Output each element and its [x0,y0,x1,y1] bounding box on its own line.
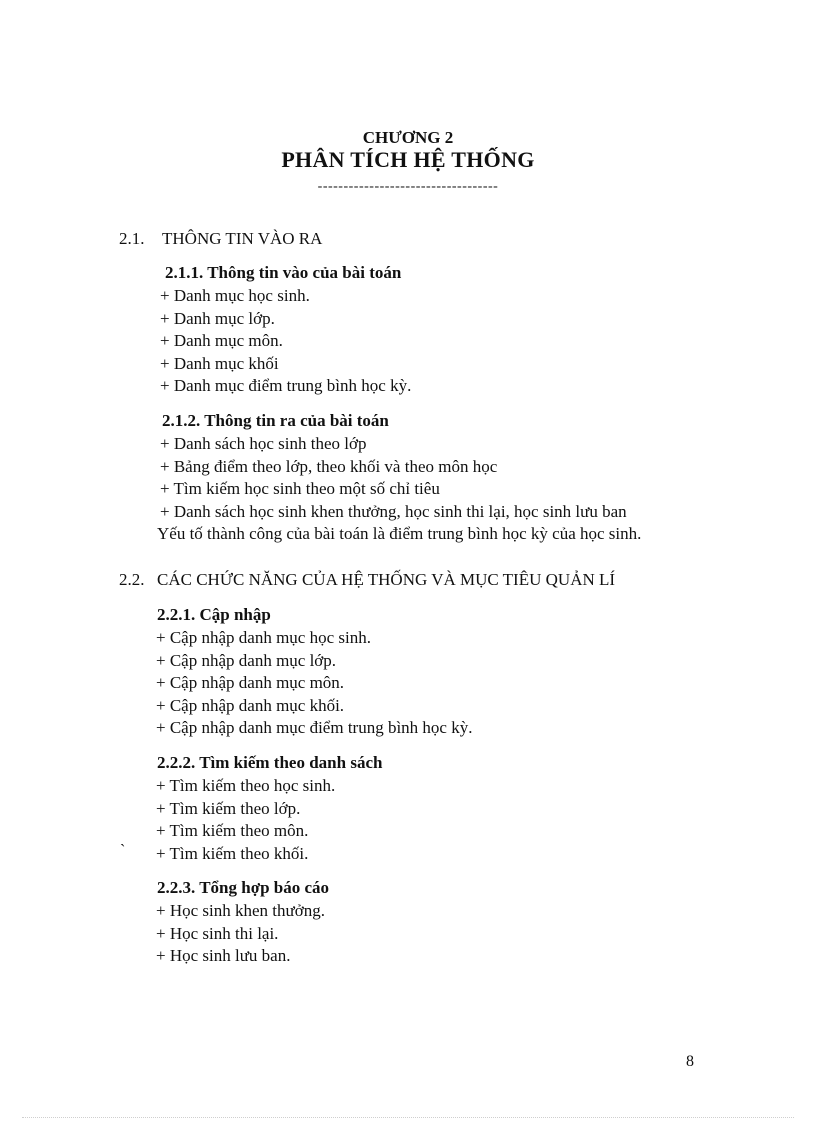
section-title: THÔNG TIN VÀO RA [162,229,323,248]
list-2-2-2 [156,775,335,865]
list-2-1-1 [160,285,411,398]
list-item: + Học sinh thi lại. [156,923,279,943]
list-item: + Tìm kiếm theo khối. [156,843,309,863]
subsection-heading-2-2-1: 2.2.1. Cập nhập [157,605,271,624]
list-item: + Bảng điểm theo lớp, theo khối và theo môn học [160,456,498,476]
subsection-heading-2-2-3: 2.2.3. Tổng hợp báo cáo [157,878,330,897]
section-heading-2-1 [119,229,322,249]
list-item: + Danh sách học sinh khen thưởng, học sinh thi lại, học sinh lưu ban [160,501,627,521]
list-item: + Cập nhập danh mục học sinh. [156,628,371,647]
chapter-title: PHÂN TÍCH HỆ THỐNG [281,147,535,172]
section-number: 2.1. [119,229,145,248]
section-number: 2.2. [119,570,145,589]
list-item: + Danh sách học sinh theo lớp [160,434,367,453]
list-item: + Danh mục học sinh. [160,286,310,305]
page-bottom-border [22,1117,794,1118]
list-item: + Danh mục điểm trung bình học kỳ. [160,376,412,396]
section-title: CÁC CHỨC NĂNG CỦA HỆ THỐNG VÀ MỤC TIÊU QUẢN LÍ [157,570,616,589]
subsection-heading-2-2-2: 2.2.2. Tìm kiếm theo danh sách [157,753,383,772]
list-item: + Cập nhập danh mục điểm trung bình học kỳ. [156,718,473,738]
page-number: 8 [686,1053,694,1070]
list-2-2-1 [156,627,472,740]
list-item: + Tìm kiếm theo học sinh. [156,776,336,795]
list-item: + Danh mục khối [160,353,279,373]
list-item: + Tìm kiếm theo môn. [156,821,309,841]
list-item: + Học sinh lưu ban. [156,946,291,966]
list-item: + Cập nhập danh mục môn. [156,673,345,693]
subsection-heading-2-1-2: 2.1.2. Thông tin ra của bài toán [162,411,389,430]
list-2-2-3 [156,900,325,968]
summary-line: Yếu tố thành công của bài toán là điểm trung bình học kỳ của học sinh. [157,524,642,544]
list-item: + Danh mục môn. [160,331,283,351]
chapter-label: CHƯƠNG 2 [362,128,454,147]
list-item: + Cập nhập danh mục lớp. [156,650,337,670]
list-2-1-2 [157,433,642,546]
list-item: + Học sinh khen thưởng. [156,901,325,920]
list-item: + Danh mục lớp. [160,308,275,328]
stray-mark: ` [120,842,126,859]
subsection-heading-2-1-1: 2.1.1. Thông tin vào của bài toán [165,263,402,282]
section-heading-2-2 [119,570,615,590]
chapter-divider: ----------------------------------- [317,179,499,194]
list-item: + Tìm kiếm học sinh theo một số chỉ tiêu [160,479,440,499]
list-item: + Tìm kiếm theo lớp. [156,798,301,818]
list-item: + Cập nhập danh mục khối. [156,695,345,715]
